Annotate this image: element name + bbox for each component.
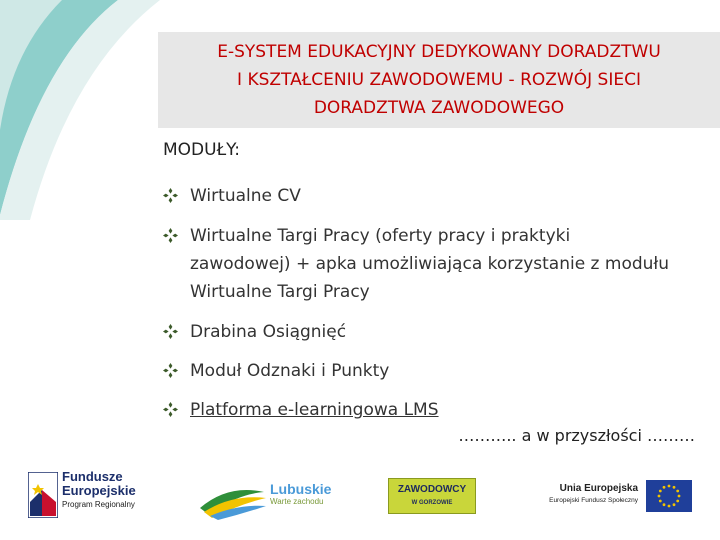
module-item — [163, 222, 713, 306]
fe-flag-icon — [28, 472, 58, 518]
module-label-line3: Wirtualne Targi Pracy — [190, 282, 370, 302]
lubuskie-name: Lubuskie — [270, 481, 332, 497]
fe-line1: Fundusze — [62, 469, 123, 484]
footer-logos — [0, 460, 720, 540]
future-note: ……….. a w przyszłości ……… — [458, 426, 695, 445]
slide-title-line1: E-SYSTEM EDUKACYJNY DEDYKOWANY DORADZTWU — [217, 42, 661, 62]
ue-line2: Europejski Fundusz Społeczny — [549, 497, 638, 504]
module-label-line1: Wirtualne Targi Pracy (oferty pracy i praktyki — [190, 226, 571, 246]
module-label: Wirtualne CV — [190, 186, 301, 206]
module-label-line2: zawodowej) + apka umożliwiająca korzystanie z modułu — [190, 254, 670, 274]
modules-list — [163, 182, 713, 424]
module-item — [163, 357, 713, 385]
slide-title-box — [158, 32, 720, 128]
diamond-bullet-icon — [163, 363, 178, 378]
module-item — [163, 318, 713, 346]
diamond-bullet-icon — [163, 402, 178, 417]
lubuskie-tagline: Warte zachodu — [270, 497, 324, 506]
module-label: Moduł Odznaki i Punkty — [190, 361, 390, 381]
module-item — [163, 396, 713, 424]
zawodowcy-line1: ZAWODOWCY — [397, 484, 467, 495]
diamond-bullet-icon — [163, 188, 178, 203]
fe-line3: Program Regionalny — [62, 500, 135, 509]
zawodowcy-line2: W GORZOWIE — [411, 500, 453, 506]
lubuskie-logo — [198, 472, 333, 522]
diamond-bullet-icon — [163, 324, 178, 339]
lms-platform-link[interactable]: Platforma e-learningowa LMS — [190, 400, 439, 420]
slide-title-line3: DORADZTWA ZAWODOWEGO — [313, 98, 565, 118]
ue-text — [536, 482, 638, 506]
decorative-teal-arcs — [0, 0, 160, 220]
fe-line2: Europejskie — [62, 483, 136, 498]
eu-flag-icon — [646, 480, 692, 512]
slide-content — [163, 140, 713, 424]
ue-line1: Unia Europejska — [559, 483, 638, 494]
diamond-bullet-icon — [163, 228, 178, 243]
module-item — [163, 182, 713, 210]
modules-heading: MODUŁY: — [163, 140, 240, 160]
slide-title-line2: I KSZTAŁCENIU ZAWODOWEMU - ROZWÓJ SIECI — [237, 70, 641, 90]
module-label: Drabina Osiągnięć — [190, 322, 347, 342]
fe-text — [62, 470, 136, 512]
lubuskie-text — [270, 482, 331, 507]
zawodowcy-logo — [388, 478, 476, 514]
lubuskie-swoosh-icon — [198, 482, 268, 520]
unia-europejska-logo — [536, 478, 694, 518]
fundusze-europejskie-logo — [28, 468, 146, 524]
